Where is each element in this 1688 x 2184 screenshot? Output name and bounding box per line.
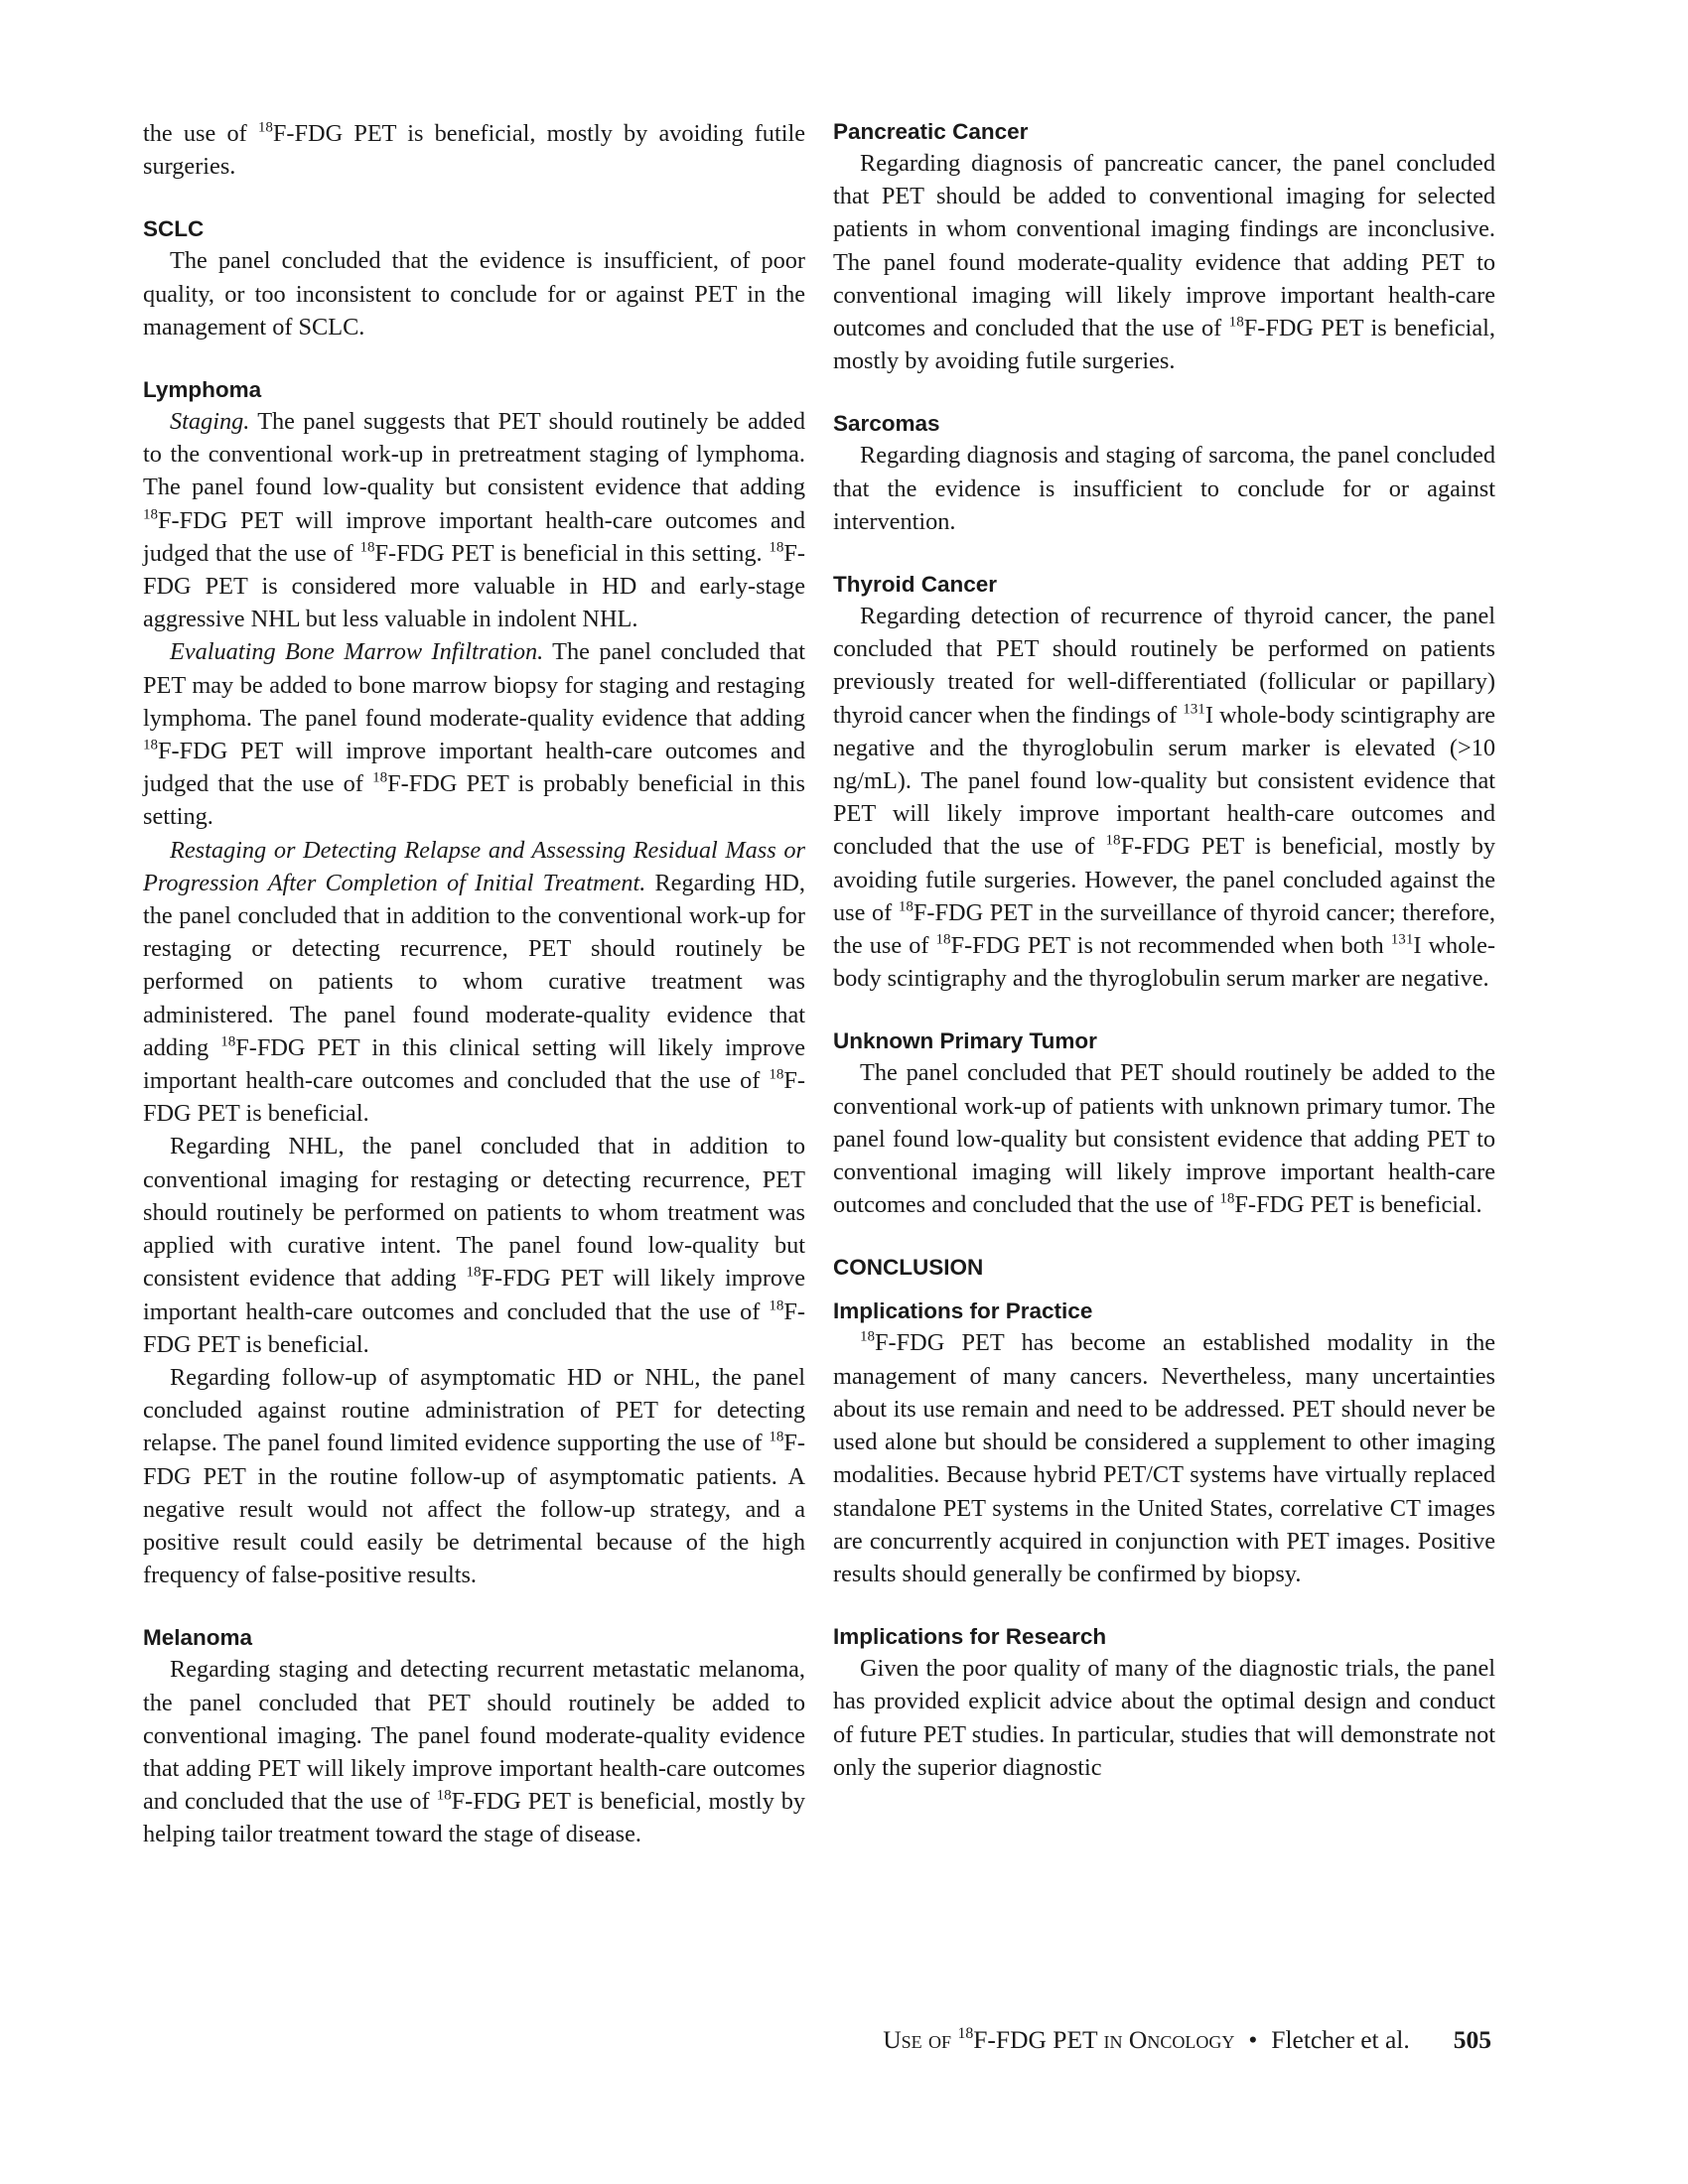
unknown-primary-heading: Unknown Primary Tumor	[833, 1028, 1097, 1054]
lymphoma-nhl-paragraph: Regarding NHL, the panel concluded that in addition to conventional imaging for restaging or detecting recurrence, PET should routinely be performed on patients to whom treatment was applied with curative intent. The panel found low-quality but consistent evidence that adding $^{18}$F-FDG PET will likely improve important health-care outcomes and concluded that the use of $^{18}$F-FDG PET is beneficial.	[143, 1133, 805, 1358]
footer-bullet: •	[1248, 2025, 1258, 2054]
research-heading: Implications for Research	[833, 1624, 1107, 1650]
unknown-primary-paragraph: The panel concluded that PET should routinely be added to the conventional work-up of patients with unknown primary tumor. The panel found low-quality but consistent evidence that adding PET to conventional imaging will likely improve important health-care outcomes and concluded that the use of $^{18}$F-FDG PET is beneficial.	[833, 1059, 1495, 1219]
thyroid-paragraph: Regarding detection of recurrence of thyroid cancer, the panel concluded that PET should routinely be performed on patients previously treated for well-differentiated (follicular or papillary) thyroid cancer when the findings of $^{131}$I whole-body scintigraphy are negative and the thyroglobulin serum marker is elevated (>10 ng/mL). The panel found low-quality but consistent evidence that PET will likely improve important health-care outcomes and concluded that the use of $^{18}$F-FDG PET is beneficial, mostly by avoiding futile surgeries. However, the panel concluded against the use of $^{18}$F-FDG PET in the surveillance of thyroid cancer; therefore, the use of $^{18}$F-FDG PET is not recommended when both $^{131}$I whole-body scintigraphy and the thyroglobulin serum marker are negative.	[833, 603, 1496, 993]
sarcomas-heading: Sarcomas	[833, 411, 940, 437]
pancreatic-paragraph: Regarding diagnosis of pancreatic cancer, the panel concluded that PET should be added to conventional imaging for selected patients in whom conventional imaging findings are inconclusive. The panel found moderate-quality evidence that adding PET to conventional imaging will likely improve important health-care outcomes and concluded that the use of $^{18}$F-FDG PET is beneficial, mostly by avoiding futile surgeries.	[833, 150, 1495, 375]
right-column	[833, 117, 1495, 1784]
lymphoma-restaging-paragraph: Restaging or Detecting Relapse and Assessing Residual Mass or Progression After Completion of Initial Treatment. Regarding HD, the panel concluded that in addition to the conventional work-up for restaging or detecting recurrence, PET should routinely be performed on patients to whom curative treatment was administered. The panel found moderate-quality evidence that adding $^{18}$F-FDG PET in this clinical setting will likely improve important health-care outcomes and concluded that the use of $^{18}$F-FDG PET is beneficial.	[143, 836, 806, 1128]
lymphoma-followup-paragraph: Regarding follow-up of asymptomatic HD or NHL, the panel concluded against routine administration of PET for detecting relapse. The panel found limited evidence supporting the use of $^{18}$F-FDG PET in the routine follow-up of asymptomatic patients. A negative result would not affect the follow-up strategy, and a positive result could easily be detrimental because of the high frequency of false-positive results.	[143, 1363, 806, 1589]
footer-title-prefix: Use of	[883, 2025, 958, 2054]
lymphoma-heading: Lymphoma	[143, 377, 262, 403]
practice-heading: Implications for Practice	[833, 1298, 1093, 1324]
left-column	[143, 117, 805, 1851]
page-number: 505	[1453, 2025, 1491, 2054]
research-paragraph: Given the poor quality of many of the diagnostic trials, the panel has provided explicit advice about the optimal design and conduct of future PET studies. In particular, studies that will demonstrate not only the superior diagnostic	[833, 1655, 1495, 1781]
pancreatic-heading: Pancreatic Cancer	[833, 119, 1029, 144]
sarcomas-paragraph: Regarding diagnosis and staging of sarcoma, the panel concluded that the evidence is insufficient to conclude for or against intervention.	[833, 442, 1495, 535]
melanoma-heading: Melanoma	[143, 1625, 253, 1651]
running-footer: Use of $^{18}$F-FDG PET in Oncology • Fletcher et al. 505	[883, 2025, 1491, 2054]
practice-paragraph: $^{18}$F-FDG PET has become an established modality in the management of many cancers. Nevertheless, many uncertainties about its use remain and need to be addressed. PET should never be used alone but should be considered a supplement to other imaging modalities. Because hybrid PET/CT systems have virtually replaced standalone PET systems in the United States, correlative CT images are concurrently acquired in conjunction with PET images. Positive results should generally be confirmed by biopsy.	[833, 1329, 1496, 1587]
sclc-heading: SCLC	[143, 216, 205, 242]
lymphoma-bone-paragraph: Evaluating Bone Marrow Infiltration. The panel concluded that PET may be added to bone marrow biopsy for staging and restaging lymphoma. The panel found moderate-quality evidence that adding $^{18}$F-FDG PET will improve important health-care outcomes and judged that the use of $^{18}$F-FDG PET is probably beneficial in this setting.	[143, 638, 806, 831]
footer-title-suffix: in Oncology	[1103, 2025, 1235, 2054]
conclusion-heading: CONCLUSION	[833, 1255, 984, 1281]
footer-authors: Fletcher et al.	[1271, 2025, 1410, 2054]
sclc-paragraph: The panel concluded that the evidence is insufficient, of poor quality, or too inconsistent to conclude for or against PET in the management of SCLC.	[143, 247, 805, 341]
intro-paragraph: the use of $^{18}$F-FDG PET is beneficial, mostly by avoiding futile surgeries.	[143, 119, 805, 181]
footer-title-pet: F-FDG PET	[973, 2025, 1104, 2054]
melanoma-paragraph: Regarding staging and detecting recurrent metastatic melanoma, the panel concluded that PET should routinely be added to conventional imaging. The panel found moderate-quality evidence that adding PET will likely improve important health-care outcomes and concluded that the use of $^{18}$F-FDG PET is beneficial, mostly by helping tailor treatment toward the stage of disease.	[143, 1656, 805, 1848]
lymphoma-staging-paragraph: Staging. The panel suggests that PET should routinely be added to the conventional work-up in pretreatment staging of lymphoma. The panel found low-quality but consistent evidence that adding $^{18}$F-FDG PET will improve important health-care outcomes and judged that the use of $^{18}$F-FDG PET is beneficial in this setting. $^{18}$F-FDG PET is considered more valuable in HD and early-stage aggressive NHL but less valuable in indolent NHL.	[143, 408, 805, 633]
thyroid-heading: Thyroid Cancer	[833, 572, 998, 598]
